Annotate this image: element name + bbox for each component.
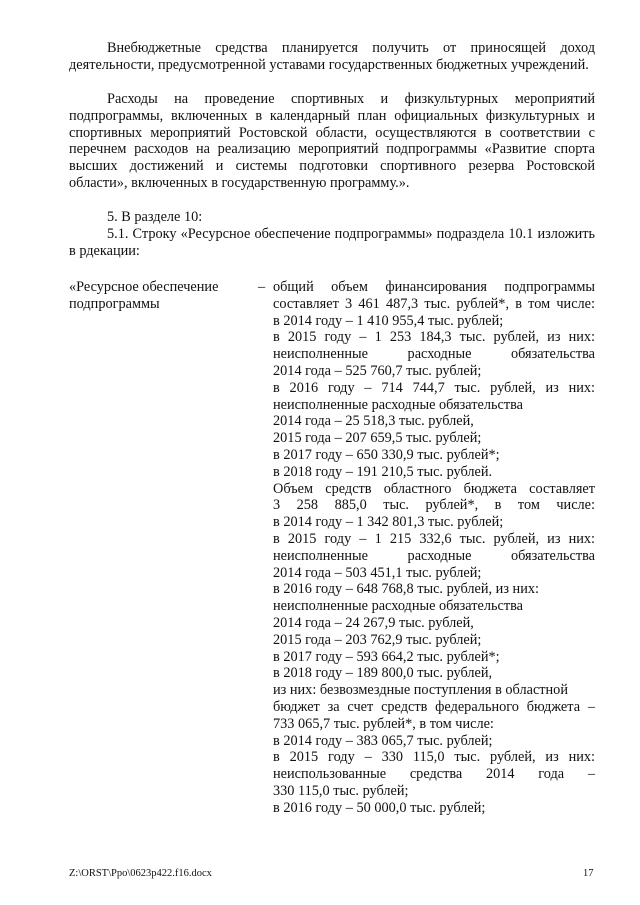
table-left-label-line: подпрограммы xyxy=(69,296,160,312)
table-right-line: в 2018 году – 189 800,0 тыс. рублей, xyxy=(273,665,493,682)
table-right-line: 330 115,0 тыс. рублей; xyxy=(273,783,409,799)
table-right-line: в 2014 году – 1 342 801,3 тыс. рублей; xyxy=(273,514,504,531)
table-right-line: в 2017 году – 650 330,9 тыс. рублей*; xyxy=(273,447,500,463)
table-right-line: из них: безвозмездные поступления в областной xyxy=(273,682,568,699)
table-dash: – xyxy=(258,279,266,295)
table-right-line: в 2017 году – 593 664,2 тыс. рублей*; xyxy=(273,648,500,665)
table-right-line: в 2018 году – 191 210,5 тыс. рублей. xyxy=(273,463,493,480)
table-right-line: в 2016 году – 714 744,7 тыс. рублей, из них: xyxy=(273,379,595,396)
table-right-line: 2014 года – 25 518,3 тыс. рублей, xyxy=(273,413,474,430)
table-right-line: неисполненные расходные обязательства xyxy=(273,396,524,413)
table-right-line: в 2015 году – 1 253 184,3 тыс. рублей, из них: xyxy=(273,329,595,346)
table-right-line: 3 258 885,0 тыс. рублей*, в том числе: xyxy=(273,497,595,514)
table-right-line: неисполненные расходные обязательства xyxy=(273,547,595,564)
table-right-line: 2014 года – 24 267,9 тыс. рублей, xyxy=(273,615,474,631)
table-right-line: 2015 года – 207 659,5 тыс. рублей; xyxy=(273,430,482,447)
table-right-line: 2014 года – 503 451,1 тыс. рублей; xyxy=(273,564,482,581)
table-right-line: в 2014 году – 1 410 955,4 тыс. рублей; xyxy=(273,312,504,329)
footer-page-number: 17 xyxy=(583,868,594,879)
table-right-line: 2014 года – 525 760,7 тыс. рублей; xyxy=(273,363,482,379)
section-heading: 5. В разделе 10: xyxy=(107,209,203,225)
table-right-line: в 2015 году – 330 115,0 тыс. рублей, из них: xyxy=(273,749,595,766)
table-right-line: общий объем финансирования подпрограммы xyxy=(273,279,595,295)
table-right-line: в 2015 году – 1 215 332,6 тыс. рублей, из них: xyxy=(273,531,595,547)
table-right-line: в 2016 году – 648 768,8 тыс. рублей, из них: xyxy=(273,581,539,598)
table-right-line: неисполненные расходные обязательства xyxy=(273,346,595,363)
paragraph-extrabudgetary: Внебюджетные средства планируется получить от приносящей доход деятельности, предусмотренной уставами государственных бюджетных учреждений. xyxy=(69,40,595,73)
table-right-line: неиспользованные средства 2014 года – xyxy=(273,766,595,783)
table-right-line: в 2014 году – 383 065,7 тыс. рублей; xyxy=(273,732,493,749)
table-right-line: составляет 3 461 487,3 тыс. рублей*, в том числе: xyxy=(273,295,595,312)
paragraph-expenses: Расходы на проведение спортивных и физкультурных мероприятий подпрограммы, включенных в календарный план официальных физкультурных и спортивных мероприятий Ростовской области, осуществляются в соответствии с перечнем расходов на реализацию мероприятий подпрограммы «Развитие спорта высших достижений и системы подготовки спортивного резерва Ростовской области», включенных в государственную программу.». xyxy=(69,91,595,191)
table-left-label-line: «Ресурсное обеспечение xyxy=(69,279,219,295)
table-right-line: бюджет за счет средств федерального бюджета – xyxy=(273,699,595,715)
table-right-line: Объем средств областного бюджета составляет xyxy=(273,480,595,497)
table-right-line: 2015 года – 203 762,9 тыс. рублей; xyxy=(273,631,482,648)
subsection-instruction: 5.1. Строку «Ресурсное обеспечение подпрограммы» подраздела 10.1 изложить в рдекации: xyxy=(69,226,595,259)
table-right-line: 733 065,7 тыс. рублей*, в том числе: xyxy=(273,715,494,732)
table-right-line: в 2016 году – 50 000,0 тыс. рублей; xyxy=(273,799,486,816)
footer-file-path: Z:\ORST\Ppo\0623p422.f16.docx xyxy=(69,868,212,879)
table-right-line: неисполненные расходные обязательства xyxy=(273,598,524,615)
